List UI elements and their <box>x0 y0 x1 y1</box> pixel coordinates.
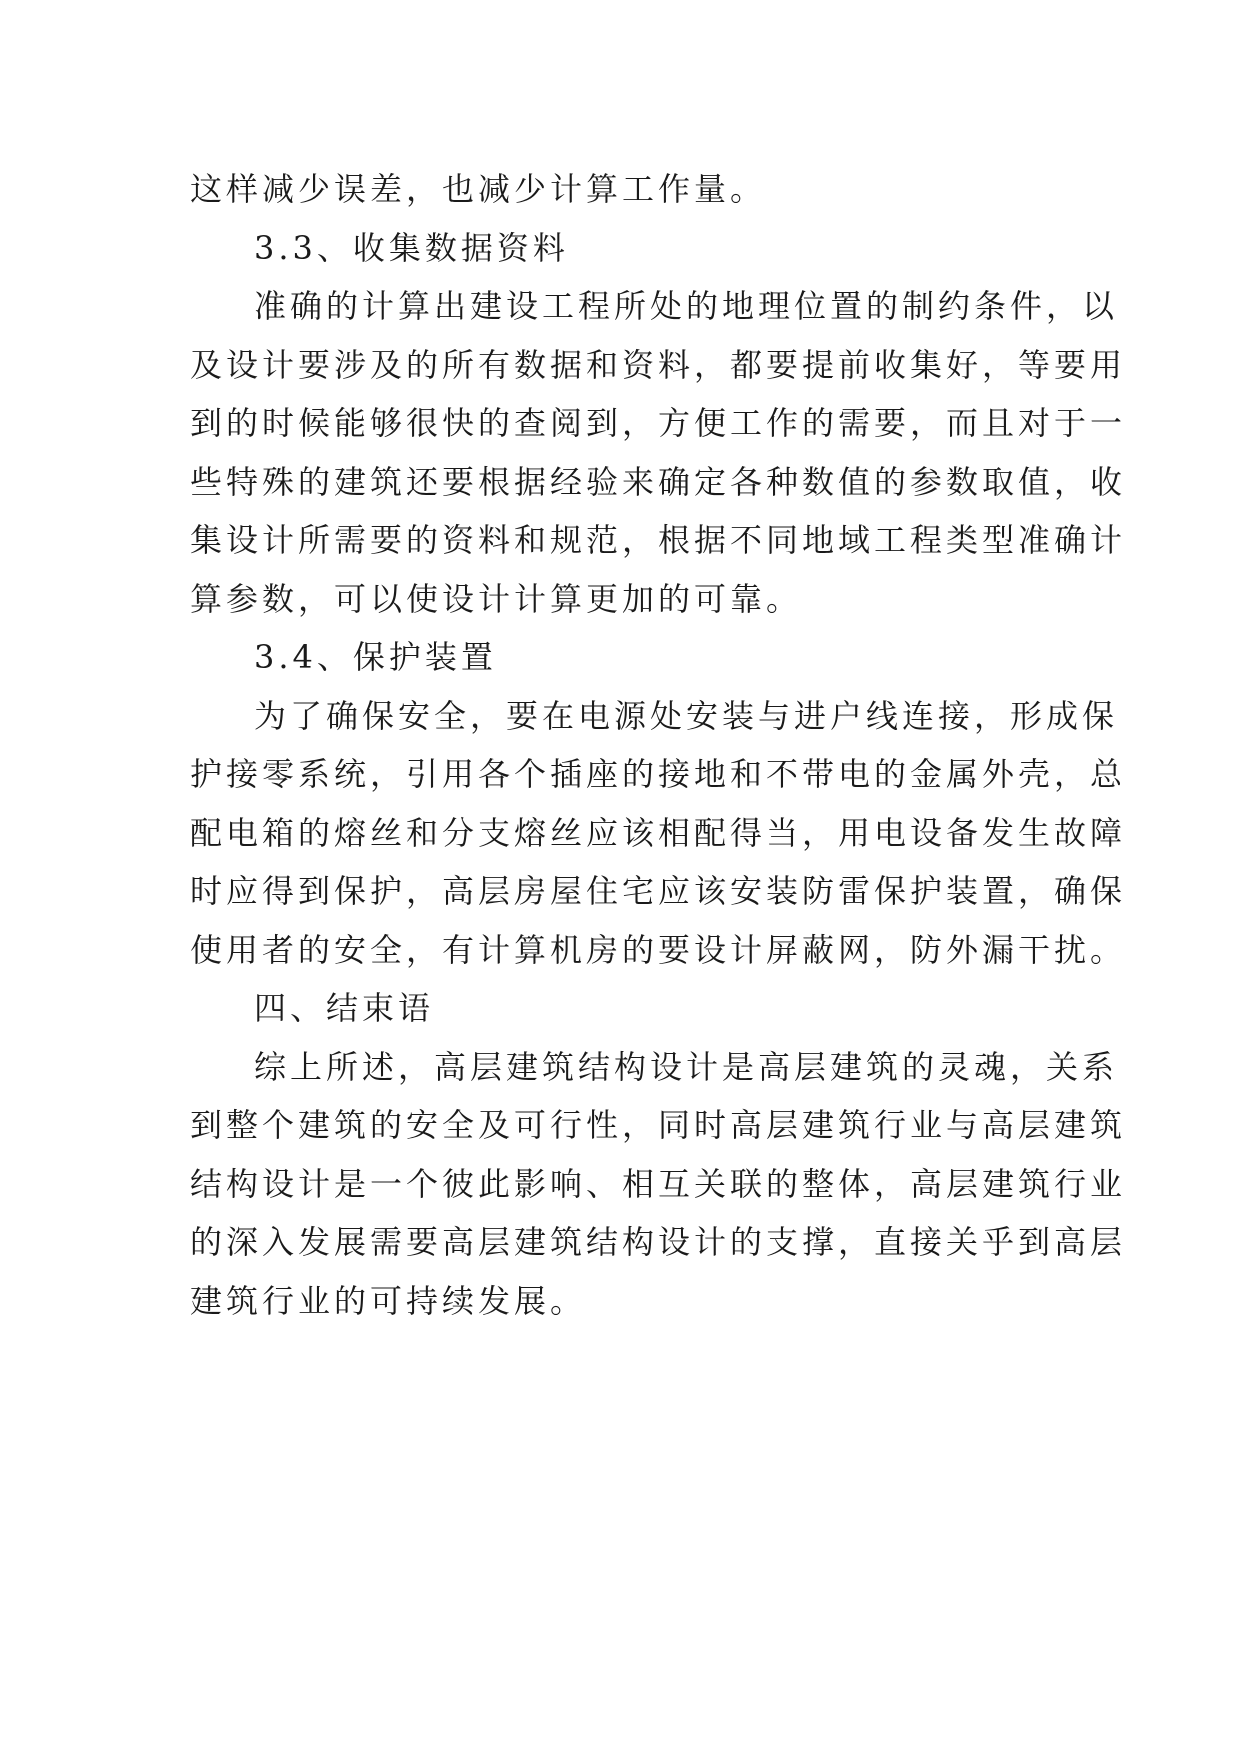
text-line: 结构设计是一个彼此影响、相互关联的整体，高层建筑行业 <box>190 1164 1127 1203</box>
section-heading: 3.3、收集数据资料 <box>254 228 569 267</box>
text-line: 使用者的安全，有计算机房的要设计屏蔽网，防外漏干扰。 <box>190 930 1127 969</box>
text-line: 为了确保安全，要在电源处安装与进户线连接，形成保 <box>254 696 1119 735</box>
text-line: 配电箱的熔丝和分支熔丝应该相配得当，用电设备发生故障 <box>190 813 1127 852</box>
section-heading: 3.4、保护装置 <box>254 638 497 676</box>
document-body <box>190 160 1127 1330</box>
section-heading: 四、结束语 <box>254 989 435 1027</box>
text-line: 到的时候能够很快的查阅到，方便工作的需要，而且对于一 <box>190 404 1127 442</box>
text-line: 这样减少误差，也减少计算工作量。 <box>190 170 767 208</box>
text-line: 算参数，可以使设计计算更加的可靠。 <box>190 579 803 618</box>
text-line: 集设计所需要的资料和规范，根据不同地域工程类型准确计 <box>190 521 1127 559</box>
text-line: 些特殊的建筑还要根据经验来确定各种数值的参数取值，收 <box>190 462 1127 501</box>
text-line: 时应得到保护，高层房屋住宅应该安装防雷保护装置，确保 <box>190 872 1127 910</box>
text-line: 综上所述，高层建筑结构设计是高层建筑的灵魂，关系 <box>254 1047 1119 1086</box>
text-line: 建筑行业的可持续发展。 <box>190 1281 587 1320</box>
text-line: 及设计要涉及的所有数据和资料，都要提前收集好，等要用 <box>190 345 1127 384</box>
text-line: 到整个建筑的安全及可行性，同时高层建筑行业与高层建筑 <box>190 1106 1127 1144</box>
text-line: 准确的计算出建设工程所处的地理位置的制约条件，以 <box>254 287 1119 325</box>
text-line: 护接零系统，引用各个插座的接地和不带电的金属外壳，总 <box>190 755 1127 793</box>
text-line: 的深入发展需要高层建筑结构设计的支撑，直接关乎到高层 <box>190 1223 1127 1261</box>
